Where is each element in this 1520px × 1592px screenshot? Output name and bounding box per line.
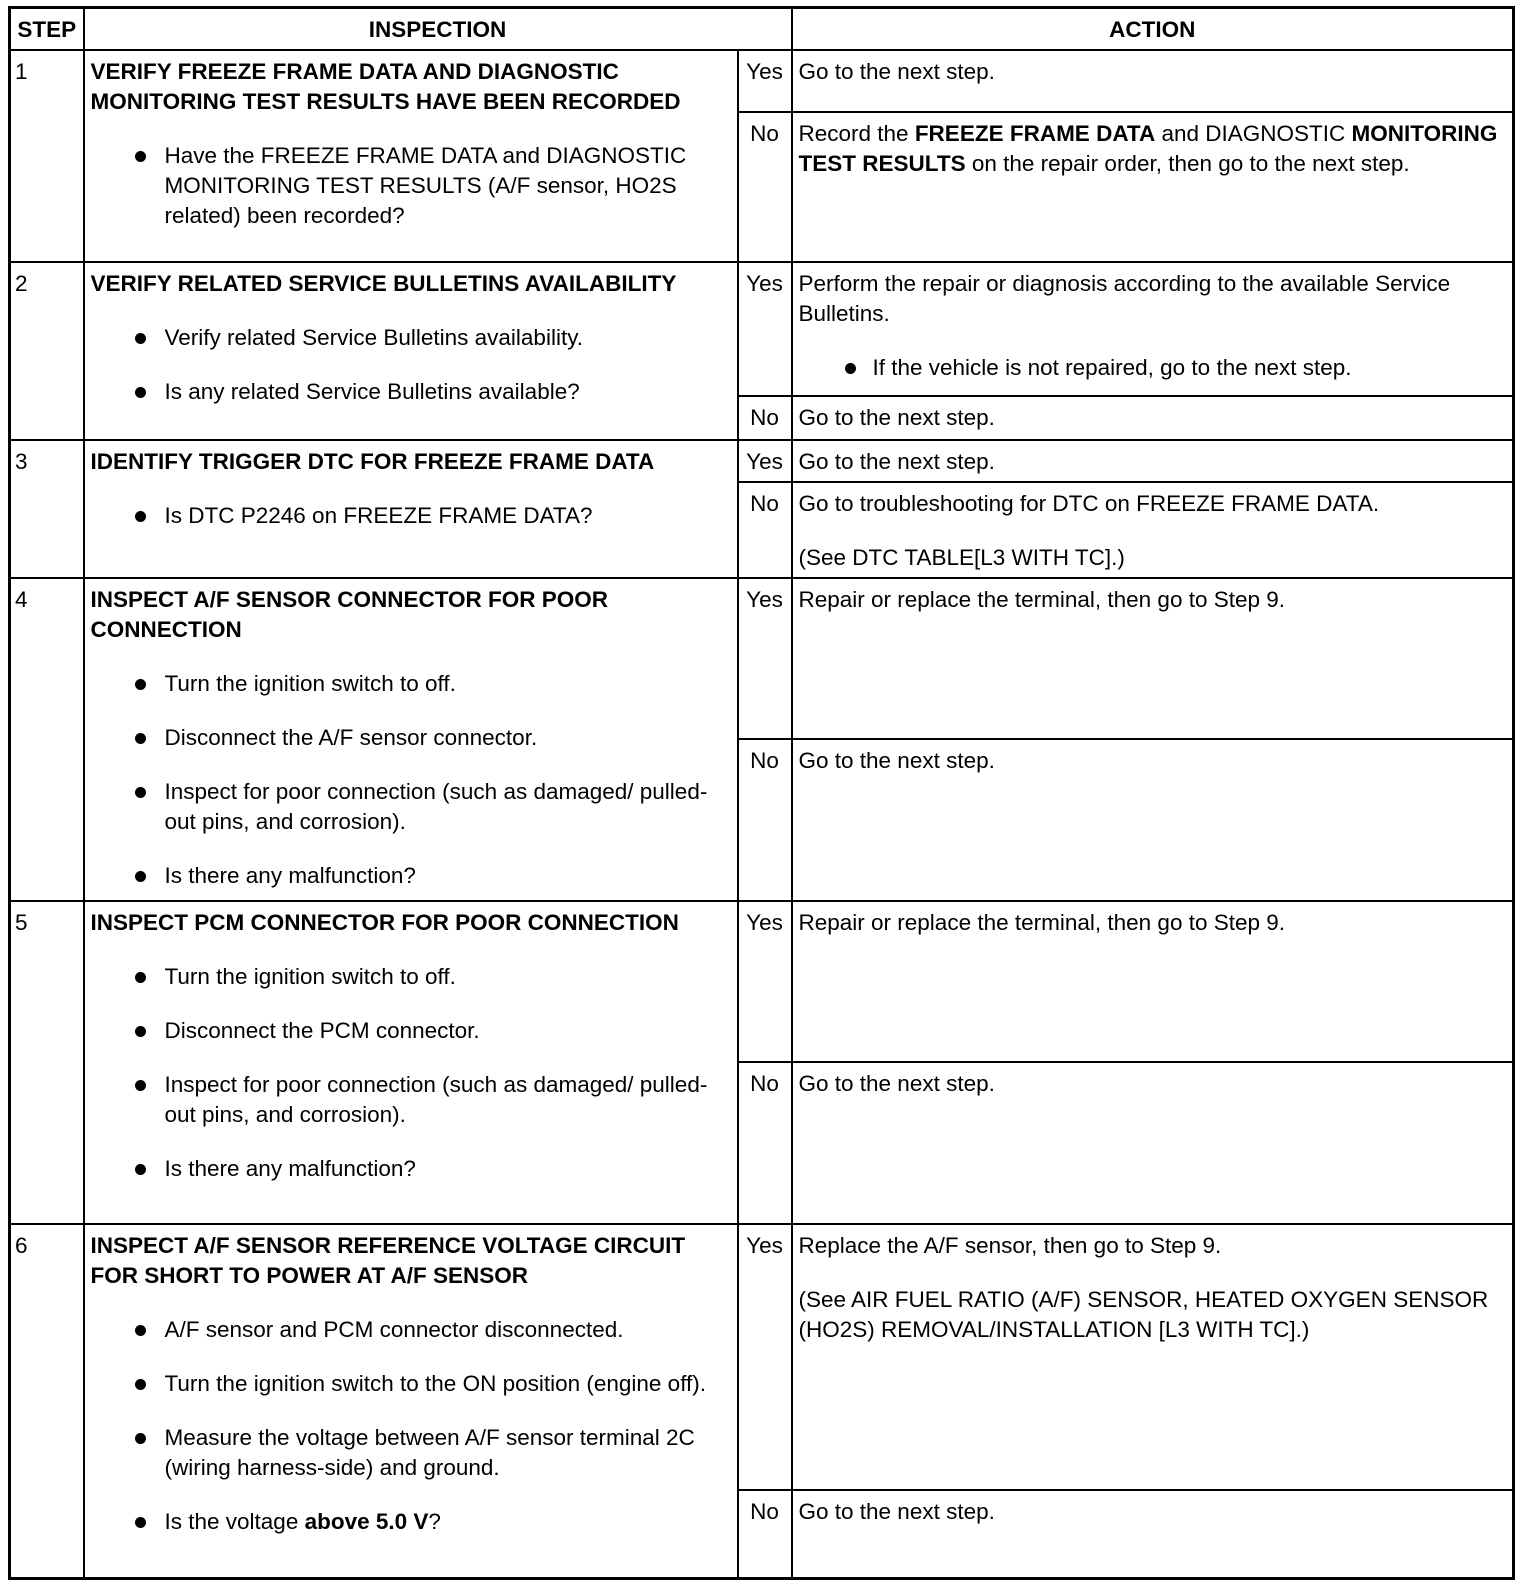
- inspection-cell: [84, 901, 738, 1224]
- inspection-bullet: Turn the ignition switch to off.: [91, 962, 731, 992]
- action-no: Record the FREEZE FRAME DATA and DIAGNOSTIC MONITORING TEST RESULTS on the repair order, then go to the next step.: [792, 112, 1514, 262]
- bullet-dot-icon: [135, 1517, 146, 1528]
- header-action: ACTION: [792, 8, 1514, 51]
- yes-label: Yes: [738, 901, 792, 1062]
- inspection-title: VERIFY RELATED SERVICE BULLETINS AVAILABILITY: [90, 271, 677, 296]
- bullet-dot-icon: [135, 511, 146, 522]
- inspection-bullet: Inspect for poor connection (such as damaged/ pulled-out pins, and corrosion).: [91, 777, 731, 837]
- bullet-dot-icon: [135, 1433, 146, 1444]
- inspection-bullet: Is DTC P2246 on FREEZE FRAME DATA?: [91, 501, 731, 531]
- inspection-bullet: Verify related Service Bulletins availability.: [91, 323, 731, 353]
- step-number: 1: [10, 50, 84, 262]
- bullet-dot-icon: [135, 679, 146, 690]
- action-no: Go to the next step.: [792, 1062, 1514, 1224]
- inspection-bullet: Measure the voltage between A/F sensor terminal 2C (wiring harness-side) and ground.: [91, 1423, 731, 1483]
- bullet-dot-icon: [135, 387, 146, 398]
- inspection-bullet: Inspect for poor connection (such as damaged/ pulled-out pins, and corrosion).: [91, 1070, 731, 1130]
- inspection-bullet: Turn the ignition switch to off.: [91, 669, 731, 699]
- bullet-dot-icon: [135, 871, 146, 882]
- bullet-dot-icon: [135, 1379, 146, 1390]
- no-label: No: [738, 112, 792, 262]
- step-number: 5: [10, 901, 84, 1224]
- yes-label: Yes: [738, 578, 792, 739]
- yes-label: Yes: [738, 262, 792, 396]
- step-number: 3: [10, 440, 84, 578]
- inspection-bullet: Is any related Service Bulletins available?: [91, 377, 731, 407]
- inspection-title: INSPECT A/F SENSOR CONNECTOR FOR POOR CONNECTION: [90, 587, 609, 642]
- table-row: [10, 578, 1514, 739]
- action-yes: Repair or replace the terminal, then go to Step 9.: [792, 578, 1514, 739]
- bullet-dot-icon: [135, 972, 146, 983]
- inspection-bullet: Is there any malfunction?: [91, 861, 731, 891]
- bullet-dot-icon: [135, 151, 146, 162]
- bullet-dot-icon: [135, 1080, 146, 1091]
- bullet-dot-icon: [135, 1325, 146, 1336]
- bullet-dot-icon: [135, 733, 146, 744]
- no-label: No: [738, 739, 792, 901]
- inspection-bullet: Disconnect the PCM connector.: [91, 1016, 731, 1046]
- no-label: No: [738, 1490, 792, 1578]
- action-yes: Go to the next step.: [792, 50, 1514, 112]
- no-label: No: [738, 1062, 792, 1224]
- table-row: [10, 440, 1514, 482]
- header-step: STEP: [10, 8, 84, 51]
- yes-label: Yes: [738, 1224, 792, 1490]
- table-row: [10, 901, 1514, 1062]
- inspection-bullet: A/F sensor and PCM connector disconnected.: [91, 1315, 731, 1345]
- inspection-bullet: Disconnect the A/F sensor connector.: [91, 723, 731, 753]
- step-number: 2: [10, 262, 84, 440]
- bullet-dot-icon: [135, 787, 146, 798]
- no-label: No: [738, 396, 792, 440]
- inspection-cell: [84, 50, 738, 262]
- action-no: Go to the next step.: [792, 739, 1514, 901]
- inspection-title: INSPECT PCM CONNECTOR FOR POOR CONNECTION: [90, 910, 679, 935]
- header-inspection: INSPECTION: [84, 8, 792, 51]
- table-row: [10, 1224, 1514, 1490]
- action-no: Go to the next step.: [792, 1490, 1514, 1578]
- step-number: 4: [10, 578, 84, 901]
- bullet-dot-icon: [135, 1026, 146, 1037]
- bullet-dot-icon: [135, 333, 146, 344]
- inspection-bullet: Turn the ignition switch to the ON position (engine off).: [91, 1369, 731, 1399]
- diagnostic-table: [8, 6, 1515, 1580]
- no-label: No: [738, 482, 792, 578]
- table-header-row: [10, 8, 1514, 51]
- inspection-cell: [84, 1224, 738, 1578]
- action-yes: Repair or replace the terminal, then go to Step 9.: [792, 901, 1514, 1062]
- inspection-bullet: Is there any malfunction?: [91, 1154, 731, 1184]
- inspection-cell: [84, 578, 738, 901]
- table-row: [10, 262, 1514, 396]
- action-no: Go to troubleshooting for DTC on FREEZE FRAME DATA. (See DTC TABLE[L3 WITH TC].): [792, 482, 1514, 578]
- yes-label: Yes: [738, 440, 792, 482]
- inspection-title: INSPECT A/F SENSOR REFERENCE VOLTAGE CIRCUIT FOR SHORT TO POWER AT A/F SENSOR: [90, 1233, 686, 1288]
- inspection-cell: [84, 440, 738, 578]
- inspection-bullet: Is the voltage above 5.0 V?: [91, 1507, 731, 1537]
- step-number: 6: [10, 1224, 84, 1578]
- bullet-dot-icon: [135, 1164, 146, 1175]
- table-row: [10, 50, 1514, 112]
- action-yes: Go to the next step.: [792, 440, 1514, 482]
- inspection-bullet: Have the FREEZE FRAME DATA and DIAGNOSTIC MONITORING TEST RESULTS (A/F sensor, HO2S related) been recorded?: [91, 141, 731, 231]
- action-no: Go to the next step.: [792, 396, 1514, 440]
- inspection-cell: [84, 262, 738, 440]
- yes-label: Yes: [738, 50, 792, 112]
- inspection-title: IDENTIFY TRIGGER DTC FOR FREEZE FRAME DATA: [90, 449, 655, 474]
- inspection-title: VERIFY FREEZE FRAME DATA AND DIAGNOSTIC MONITORING TEST RESULTS HAVE BEEN RECORDED: [90, 59, 681, 114]
- action-yes: Perform the repair or diagnosis according to the available Service Bulletins. If the vehicle is not repaired, go to the next step.: [792, 262, 1514, 396]
- bullet-dot-icon: [845, 363, 856, 374]
- action-bullet: If the vehicle is not repaired, go to the next step.: [799, 353, 1507, 383]
- diagnostic-procedure-page: [8, 6, 1512, 1580]
- action-yes: Replace the A/F sensor, then go to Step 9. (See AIR FUEL RATIO (A/F) SENSOR, HEATED OXYGEN SENSOR (HO2S) REMOVAL/INSTALLATION [L3 WITH TC].): [792, 1224, 1514, 1490]
